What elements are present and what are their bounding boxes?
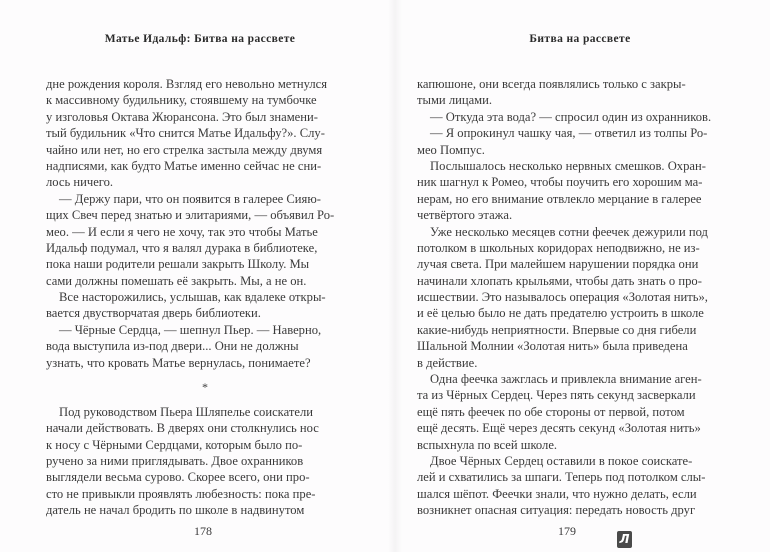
page-number: 179 bbox=[558, 524, 576, 538]
text-line: тый будильник «Что снится Матье Идальфу?». Слу- bbox=[46, 126, 325, 141]
text-line: начали действовать. В дверях они столкнулись нос bbox=[46, 421, 319, 436]
text-line: узнать, что кровать Матье вернулась, понимаете? bbox=[46, 355, 311, 370]
text-line: Все насторожились, услышав, как вдалеке откры- bbox=[59, 290, 326, 305]
text-line: сами должны помешать её закрыть. Мы, а не он. bbox=[46, 273, 307, 288]
text-line: Послышалось несколько нервных смешков. Охран- bbox=[430, 158, 706, 173]
page-body bbox=[46, 76, 364, 519]
text-line: к носу с Чёрными Сердцами, которым было по- bbox=[46, 437, 303, 452]
text-line: чайно или нет, но его стрелка застыла между двумя bbox=[46, 142, 323, 157]
text-line: та из Чёрных Сердец. Через пять секунд засверкали bbox=[417, 388, 696, 403]
text-line: ник шагнул к Ромео, чтобы поучить его хорошим ма- bbox=[417, 175, 703, 190]
text-line: возникнет опасная ситуация: передать новость друг bbox=[417, 503, 696, 518]
text-line: ещё десять. Ещё через десять секунд «Золотая нить» bbox=[417, 421, 701, 436]
page-number: 178 bbox=[194, 524, 212, 538]
text-line: пока наши родители решали закрыть Школу. Мы bbox=[46, 257, 310, 272]
text-line: сто не привыкли проявлять любезность: пока пре- bbox=[46, 486, 316, 501]
text-line: в действие. bbox=[417, 355, 478, 370]
text-line: дне рождения короля. Взгляд его невольно метнулся bbox=[46, 77, 328, 91]
text-line: исшествии. Это называлось операция «Золотая нить», bbox=[417, 290, 708, 305]
text-line: нерам, но его внимание отвлекло мерцание в галерее bbox=[417, 191, 702, 206]
text-line: — Держу пари, что он появится в галерее Сияю- bbox=[59, 191, 321, 206]
text-line: лось ничего. bbox=[46, 175, 114, 190]
text-line: четвёртого этажа. bbox=[417, 208, 513, 223]
text-line: выглядели весьма сурово. Скорее всего, они про- bbox=[46, 470, 310, 485]
text-line: потолком в школьных коридорах неподвижно, не из- bbox=[417, 240, 700, 255]
section-break-ornament: * bbox=[202, 380, 208, 395]
text-line: Одна феечка зажглась и привлекла внимание аген- bbox=[430, 372, 702, 387]
text-line: — Чёрные Сердца, — шепнул Пьер. — Наверно, bbox=[59, 322, 322, 337]
running-head: Матье Идальф: Битва на рассвете bbox=[104, 33, 296, 45]
text-line: лей и схватились за шпаги. Теперь под потолком слы- bbox=[417, 470, 706, 485]
text-line: мео. — И если я чего не хочу, так это чтобы Матье bbox=[46, 224, 318, 239]
text-line: надписями, как будто Матье именно сейчас не сни- bbox=[46, 158, 322, 173]
page-body bbox=[417, 76, 747, 519]
text-line: лучая света. При малейшем нарушении порядка они bbox=[417, 257, 699, 272]
text-line: Идальф подумал, что я валял дурака в библиотеке, bbox=[46, 240, 318, 255]
text-line: вается двустворчатая дверь библиотеки. bbox=[46, 306, 261, 321]
text-line: шался шёпот. Феечки знали, что нужно делать, если bbox=[417, 486, 697, 501]
text-line: — Откуда эта вода? — спросил один из охранников. bbox=[430, 109, 712, 124]
right-page bbox=[395, 0, 770, 552]
text-line: Уже несколько месяцев сотни феечек дежурили под bbox=[430, 224, 708, 239]
running-head: Битва на рассвете bbox=[529, 33, 631, 45]
text-line: Под руководством Пьера Шляпелье соискатели bbox=[59, 404, 313, 419]
text-line: ещё пять феечек по обе стороны от первой, потом bbox=[417, 404, 685, 419]
text-line: капюшоне, они всегда появлялись только с закры- bbox=[417, 77, 686, 91]
text-line: и её целью было не дать предателю устроить в школе bbox=[417, 306, 704, 321]
text-line: вспыхнула по всей школе. bbox=[417, 437, 558, 452]
text-line: щих Свеч перед знатью и элитариями, — объявил Ро- bbox=[46, 208, 335, 223]
text-line: ручено за ними приглядывать. Двое охранников bbox=[46, 454, 304, 468]
text-line: к массивному будильнику, стоявшему на тумбочке bbox=[46, 93, 317, 108]
text-line: начинали хлопать крыльями, чтобы дать знать о про- bbox=[417, 273, 702, 288]
publisher-logo-icon: Л bbox=[617, 531, 632, 548]
text-line: вода выступила из-под двери... Они не должны bbox=[46, 339, 299, 354]
text-line: датель не начал бродить по школе в надвинутом bbox=[46, 503, 305, 518]
text-line: у изголовья Октава Жюрансона. Это был знамени- bbox=[46, 109, 318, 124]
text-line: Двое Чёрных Сердец оставили в покое соискате- bbox=[430, 453, 693, 468]
text-line: тыми лицами. bbox=[417, 93, 493, 108]
text-line: мео Помпус. bbox=[417, 142, 485, 157]
text-line: какие-нибудь неприятности. Впервые со дня гибели bbox=[417, 322, 697, 337]
text-line: — Я опрокинул чашку чая, — ответил из толпы Ро- bbox=[430, 126, 708, 141]
text-line: Шальной Молнии «Золотая нить» была приведена bbox=[417, 339, 688, 354]
